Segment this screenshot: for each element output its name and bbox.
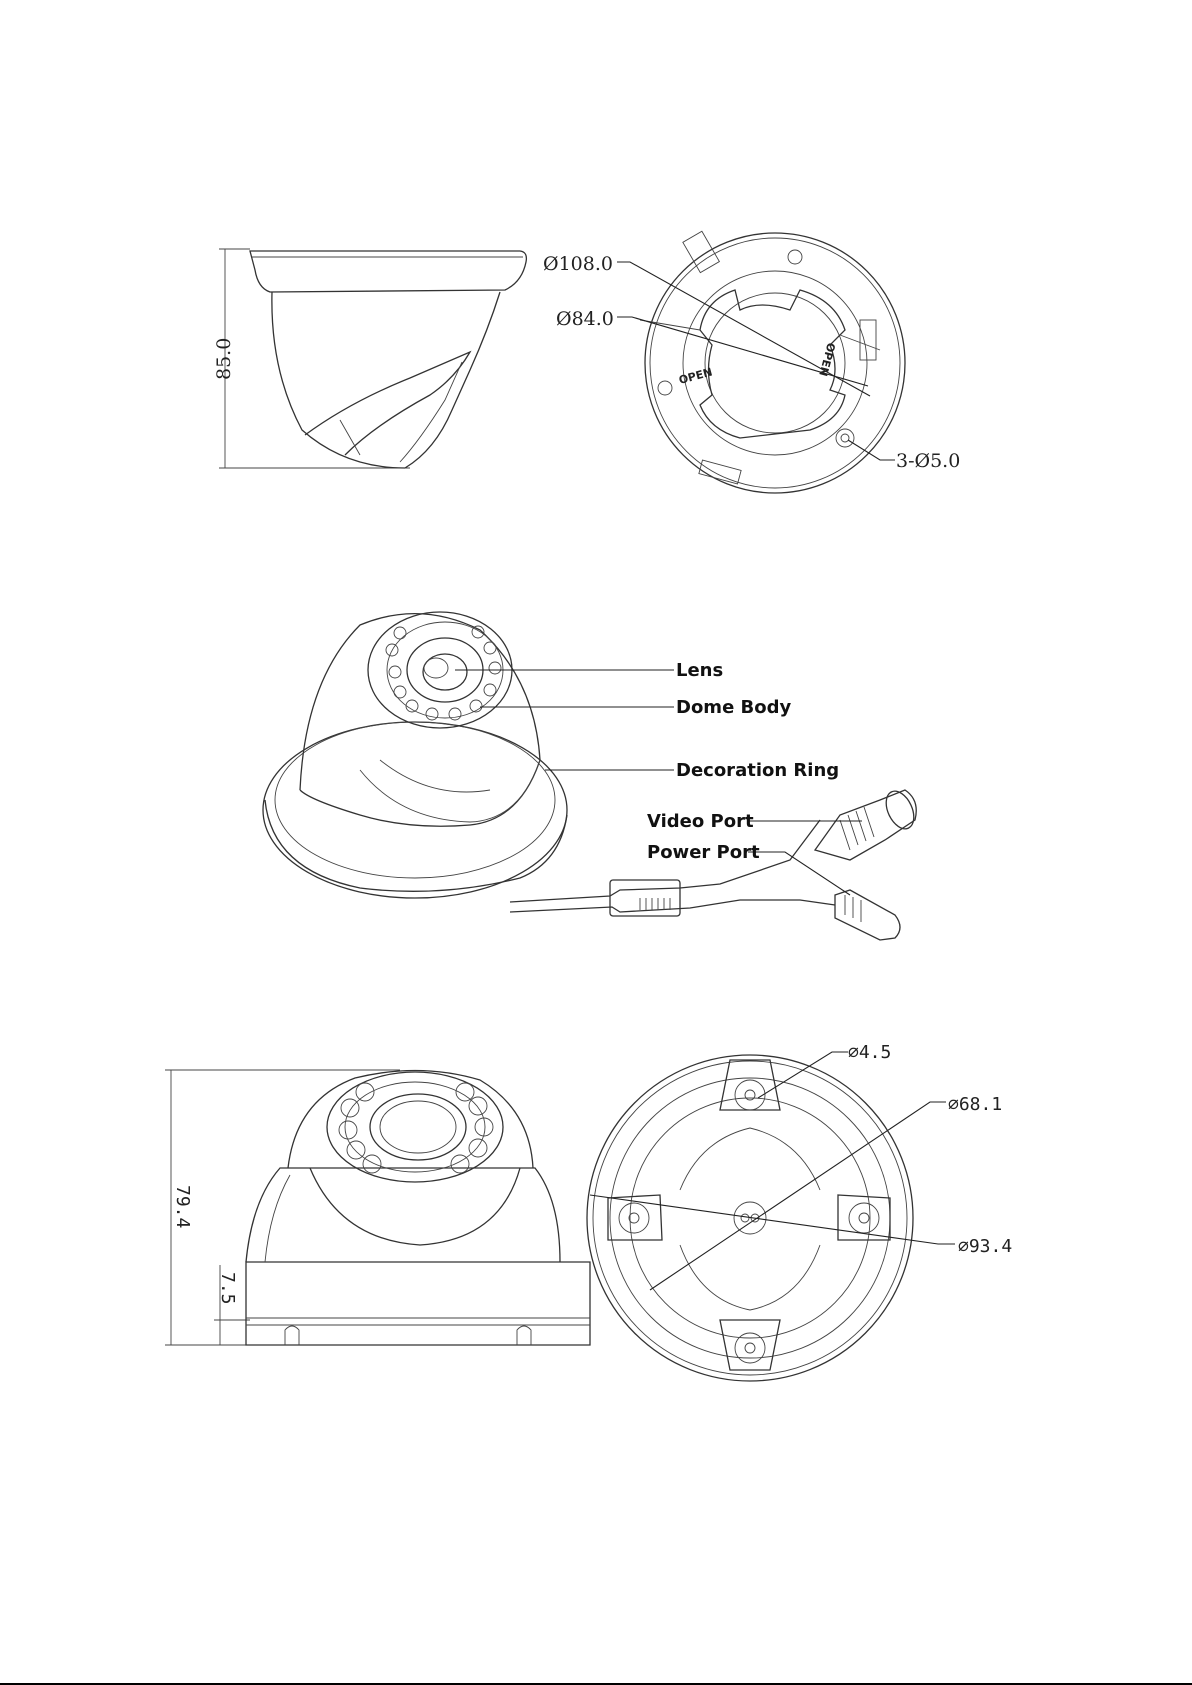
hole-diameter-leader <box>758 1052 848 1098</box>
inner-68-label: ∅68.1 <box>948 1094 1003 1115</box>
outer-93-leader <box>590 1195 955 1244</box>
lens-label: Lens <box>676 660 724 681</box>
hole-diameter-label: ∅4.5 <box>848 1042 892 1063</box>
dome-body-label: Dome Body <box>676 697 792 718</box>
top-side-view <box>219 249 526 468</box>
holes-label: 3-Ø5.0 <box>896 450 961 472</box>
open-label-right: OPEN <box>816 341 838 378</box>
power-port-leader <box>748 852 850 895</box>
height-dimension-label: 85.0 <box>213 337 235 380</box>
inner-68-leader <box>650 1102 946 1290</box>
height-79-label: 79.4 <box>172 1185 193 1229</box>
power-port-label: Power Port <box>647 842 760 863</box>
outer-diameter-label: Ø108.0 <box>543 253 613 275</box>
base-height-label: 7.5 <box>217 1272 238 1305</box>
video-port-label: Video Port <box>647 811 754 832</box>
outer-93-label: ∅93.4 <box>958 1236 1013 1257</box>
inner-diameter-label: Ø84.0 <box>556 308 614 330</box>
top-bottom-view <box>640 231 905 493</box>
decoration-ring-label: Decoration Ring <box>676 760 840 781</box>
open-label-left: OPEN <box>677 365 714 387</box>
